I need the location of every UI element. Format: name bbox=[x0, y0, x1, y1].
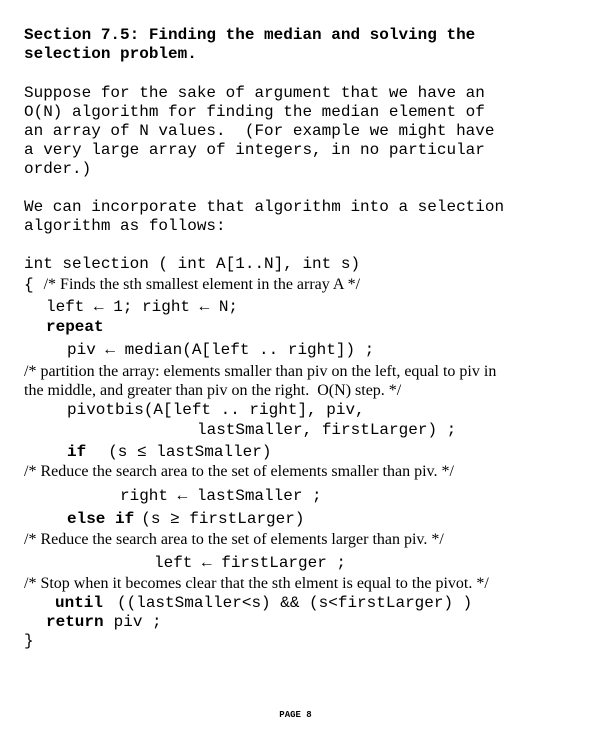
paragraph-line: O(N) algorithm for finding the median element of bbox=[24, 103, 485, 121]
keyword-until: until bbox=[55, 594, 104, 612]
until-condition: ((lastSmaller<s) && (s<firstLarger) ) bbox=[117, 594, 473, 612]
paragraph-line: a very large array of integers, in no particular bbox=[24, 141, 485, 159]
left-assignment: left ← firstLarger ; bbox=[154, 554, 347, 572]
comment-partition-line-2: the middle, and greater than piv on the right. O(N) step. */ bbox=[24, 382, 402, 399]
comment-partition-line-1: /* partition the array: elements smaller than piv on the left, equal to piv in bbox=[24, 363, 497, 380]
paragraph-line: Suppose for the sake of argument that we have an bbox=[24, 84, 485, 102]
keyword-if: if bbox=[67, 443, 87, 461]
section-heading-line-2: selection problem. bbox=[24, 45, 197, 63]
median-assignment: piv ← median(A[left .. right]) ; bbox=[67, 341, 375, 359]
open-brace: { bbox=[24, 276, 34, 294]
keyword-repeat: repeat bbox=[46, 318, 104, 336]
comment-stop: /* Stop when it becomes clear that the sth elment is equal to the pivot. */ bbox=[24, 575, 489, 592]
paragraph-line: algorithm as follows: bbox=[24, 217, 226, 235]
return-statement bbox=[46, 613, 162, 632]
init-statement: left ← 1; right ← N; bbox=[46, 298, 239, 316]
code-open-line bbox=[24, 275, 360, 295]
pivot-call-line-1: pivotbis(A[left .. right], piv, bbox=[67, 401, 365, 419]
pivot-call-line-2: lastSmaller, firstLarger) ; bbox=[197, 421, 457, 439]
else-if-condition: (s ≥ firstLarger) bbox=[141, 510, 305, 528]
paragraph-line: order.) bbox=[24, 160, 92, 178]
right-assignment: right ← lastSmaller ; bbox=[120, 487, 322, 505]
comment-reduce-smaller: /* Reduce the search area to the set of elements smaller than piv. */ bbox=[24, 463, 454, 480]
paragraph-line: an array of N values. (For example we might have bbox=[24, 122, 495, 140]
keyword-else-if: else if bbox=[67, 510, 135, 528]
until-statement bbox=[55, 594, 472, 613]
close-brace: } bbox=[24, 632, 34, 650]
section-heading-line-1: Section 7.5: Finding the median and solving the bbox=[24, 26, 476, 44]
function-signature: int selection ( int A[1..N], int s) bbox=[24, 255, 361, 273]
page-number: PAGE 8 bbox=[279, 710, 312, 720]
if-statement bbox=[67, 443, 271, 462]
paragraph-line: We can incorporate that algorithm into a selection bbox=[24, 198, 505, 216]
if-condition: (s ≤ lastSmaller) bbox=[108, 443, 272, 461]
return-value: piv ; bbox=[113, 613, 162, 631]
comment-finds: /* Finds the sth smallest element in the array A */ bbox=[43, 276, 361, 293]
comment-reduce-larger: /* Reduce the search area to the set of elements larger than piv. */ bbox=[24, 531, 444, 548]
keyword-return: return bbox=[46, 613, 104, 631]
else-if-statement bbox=[67, 510, 304, 529]
